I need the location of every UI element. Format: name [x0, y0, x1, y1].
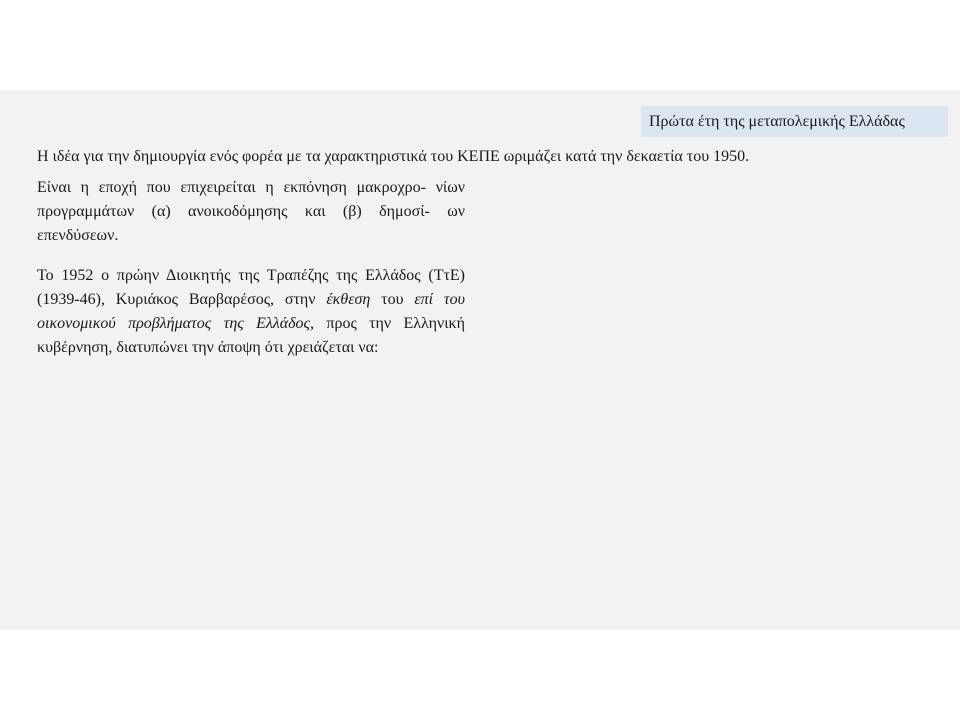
paragraph-era-line-1: Είναι η εποχή που επιχειρείται η εκπόνηση μακροχρο- [37, 179, 426, 196]
slide [0, 90, 960, 630]
paragraph-era-line-2: νίων προγραμμάτων (α) ανοικοδόμησης και (β) δημοσί- [37, 179, 465, 220]
report-title-italic-a: έκθεση [326, 291, 371, 308]
paragraph-text-b: του [370, 291, 415, 308]
paragraph-text-a: Το 1952 ο πρώην Διοικητής της Τραπέζης της Ελλάδος (ΤτΕ) (1939-46), Κυριάκος Βαρβαρέσος, στην [37, 267, 465, 308]
paragraph-era [37, 176, 465, 248]
section-tag: Πρώτα έτη της μεταπολεμικής Ελλάδας [641, 106, 948, 137]
paragraph-era-line-3: ων επενδύσεων. [37, 203, 466, 244]
lead-sentence: Η ιδέα για την δημιουργία ενός φορέα με τα χαρακτηριστικά του ΚΕΠΕ ωριμάζει κατά την δεκαετία του 1950. [37, 148, 750, 165]
paragraph-text-c: προς την Ελληνική κυβέρνηση, διατυπώνει την άποψη ότι χρειάζεται να: [37, 315, 465, 356]
paragraph-varvaresos [37, 264, 465, 360]
report-title-italic-b: επί του οικονομικού προβλήματος της Ελλάδος, [37, 291, 466, 332]
